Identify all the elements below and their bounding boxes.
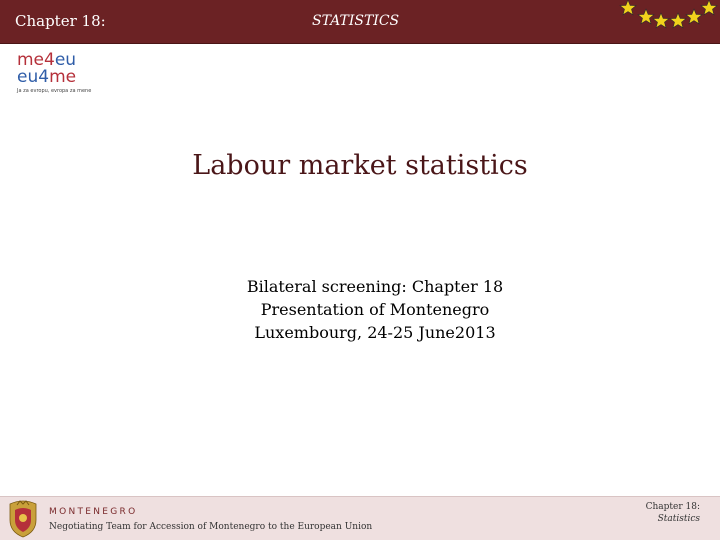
topic-label: STATISTICS	[312, 13, 400, 29]
eu-stars-icon	[612, 0, 720, 36]
footer-team: Negotiating Team for Accession of Montenegro to the European Union	[49, 522, 373, 532]
slide-title: Labour market statistics	[192, 150, 528, 181]
subtitle-line: Luxembourg, 24-25 June2013	[254, 323, 496, 342]
slide-subtitle	[160, 275, 590, 344]
logo-line-1: me4eu	[17, 50, 77, 70]
star-icon	[620, 0, 636, 15]
star-icon	[670, 13, 686, 28]
logo-line-2: eu4me	[17, 67, 77, 87]
star-icon	[638, 9, 654, 24]
star-icon	[653, 13, 669, 28]
footer-chapter	[646, 501, 700, 525]
footer-topic-label: Statistics	[657, 514, 700, 524]
me4eu-logo	[17, 52, 107, 96]
coat-of-arms-icon	[6, 500, 40, 538]
footer-country: MONTENEGRO	[49, 507, 138, 517]
footer-chapter-label: Chapter 18:	[645, 502, 700, 512]
logo-tagline: Ja za evropu, evropa za mene	[17, 88, 92, 94]
subtitle-line: Bilateral screening: Chapter 18	[246, 277, 504, 296]
subtitle-line: Presentation of Montenegro	[260, 300, 490, 319]
chapter-label: Chapter 18:	[15, 12, 106, 30]
footer-bar	[0, 496, 720, 540]
star-icon	[686, 9, 702, 24]
star-icon	[701, 0, 717, 15]
header-bar	[0, 0, 720, 44]
